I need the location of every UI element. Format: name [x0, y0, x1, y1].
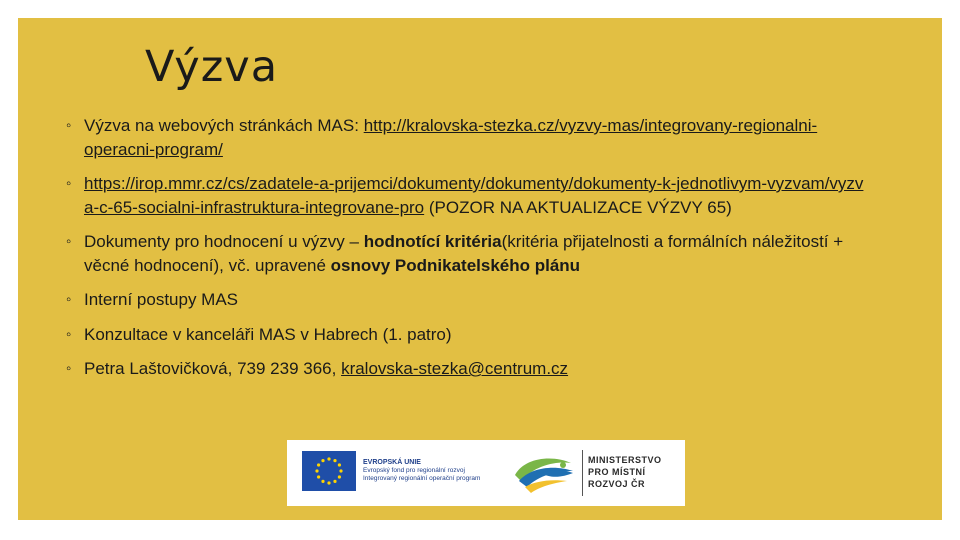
- bullet-text: Konzultace v kanceláři MAS v Habrech (1. patro): [84, 324, 452, 344]
- eu-flag-icon: [302, 451, 356, 491]
- bullet-list: [66, 114, 866, 392]
- eu-logo-line3: Integrovaný regionální operační program: [363, 475, 481, 482]
- slide-title: Výzva: [145, 42, 279, 92]
- eu-stars-icon: [302, 451, 356, 491]
- bold-evaluation-criteria: hodnotící kritéria: [363, 232, 502, 251]
- bullet-marker: ◦: [66, 233, 72, 250]
- bullet-text: Interní postupy MAS: [84, 290, 239, 309]
- mmr-logo-line2: PRO MÍSTNÍ: [588, 467, 646, 477]
- list-item-web-call: [66, 114, 866, 161]
- mmr-logo-text: [588, 454, 662, 490]
- bullet-marker: ◦: [66, 291, 72, 308]
- slide: [18, 18, 942, 520]
- link-mas-website[interactable]: http://kralovska-stezka.cz/vyzvy-mas/integrovany-regionalni-operacni-program/: [84, 116, 818, 159]
- mmr-logo-line1: MINISTERSTVO: [588, 455, 662, 465]
- bullet-marker: ◦: [66, 360, 72, 377]
- logo-strip: [287, 440, 685, 506]
- bullet-marker: ◦: [66, 325, 72, 343]
- list-item-irop-link: [66, 172, 866, 219]
- eu-logo-line2: Evropský fond pro regionální rozvoj: [363, 467, 465, 474]
- bullet-marker: ◦: [66, 175, 72, 192]
- list-item-internal-procedures: [66, 288, 866, 312]
- mmr-emblem-icon: [511, 451, 577, 497]
- bullet-text: Výzva na webových stránkách MAS:: [84, 116, 364, 135]
- link-irop-call[interactable]: https://irop.mmr.cz/cs/zadatele-a-prijemci/dokumenty/dokumenty/dokumenty-k-jednotlivym-vyzvam/vyzva-c-65-socialni-infrastruktura-integrovane-pro: [84, 174, 864, 217]
- logo-divider: [582, 450, 583, 496]
- bullet-text: Dokumenty pro hodnocení u výzvy –: [84, 232, 364, 251]
- bullet-text: (POZOR NA AKTUALIZACE VÝZVY 65): [424, 197, 732, 217]
- list-item-documents: [66, 230, 866, 277]
- bullet-text: (kritéria přijatelnosti a formálních náležitostí + věcné hodnocení), vč. upravené: [84, 232, 844, 275]
- eu-logo-text: [363, 459, 480, 483]
- bullet-marker: ◦: [66, 117, 72, 134]
- bullet-text: Petra Laštovičková, 739 239 366,: [84, 359, 342, 378]
- email-link[interactable]: kralovska-stezka@centrum.cz: [341, 359, 569, 378]
- eu-logo-line1: EVROPSKÁ UNIE: [363, 459, 421, 466]
- list-item-consultation: [66, 323, 866, 347]
- bold-business-plan: osnovy Podnikatelského plánu: [330, 255, 581, 275]
- list-item-contact: [66, 357, 866, 381]
- mmr-logo-line3: ROZVOJ ČR: [588, 479, 646, 489]
